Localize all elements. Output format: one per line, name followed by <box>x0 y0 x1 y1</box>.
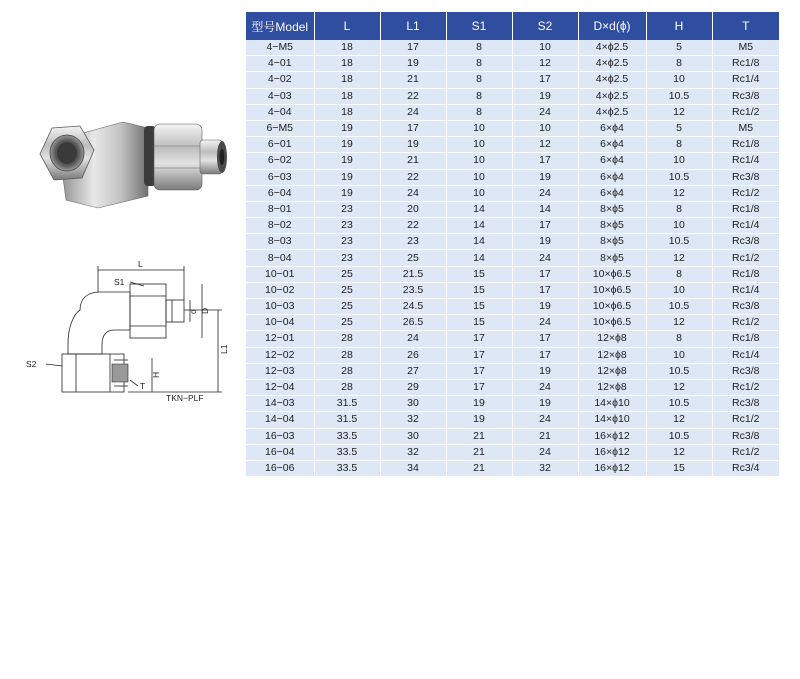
table-cell: 10 <box>446 153 512 169</box>
table-cell: Rc3/8 <box>712 428 779 444</box>
table-cell: 4−M5 <box>246 40 314 56</box>
table-cell: 23.5 <box>380 282 446 298</box>
table-row <box>246 266 779 282</box>
table-cell: Rc3/8 <box>712 88 779 104</box>
table-cell: 19 <box>314 137 380 153</box>
table-cell: 24.5 <box>380 299 446 315</box>
table-row <box>246 234 779 250</box>
table-cell: 8 <box>446 88 512 104</box>
table-cell: Rc1/2 <box>712 250 779 266</box>
table-cell: 8 <box>446 40 512 56</box>
table-cell: 25 <box>314 266 380 282</box>
table-cell: 10×ϕ6.5 <box>578 299 646 315</box>
table-row <box>246 460 779 476</box>
table-cell: Rc1/4 <box>712 72 779 88</box>
table-cell: 15 <box>446 299 512 315</box>
table-cell: 12−01 <box>246 331 314 347</box>
spec-table <box>246 12 779 477</box>
table-cell: 24 <box>380 104 446 120</box>
table-cell: 6−M5 <box>246 120 314 136</box>
table-cell: 16−06 <box>246 460 314 476</box>
table-cell: Rc3/8 <box>712 299 779 315</box>
table-cell: 12 <box>646 379 712 395</box>
dim-L-label: L <box>138 259 143 269</box>
column-header: H <box>646 12 712 40</box>
table-cell: 12−03 <box>246 363 314 379</box>
table-cell: 16×ϕ12 <box>578 428 646 444</box>
table-cell: 10.5 <box>646 88 712 104</box>
table-cell: 6×ϕ4 <box>578 153 646 169</box>
table-cell: 22 <box>380 218 446 234</box>
table-cell: Rc1/2 <box>712 315 779 331</box>
table-cell: 10.5 <box>646 428 712 444</box>
table-row <box>246 169 779 185</box>
table-cell: 17 <box>446 379 512 395</box>
table-cell: 19 <box>512 234 578 250</box>
table-cell: 12×ϕ8 <box>578 347 646 363</box>
table-cell: 15 <box>446 282 512 298</box>
table-cell: Rc1/2 <box>712 185 779 201</box>
table-cell: 12 <box>646 185 712 201</box>
table-cell: 6×ϕ4 <box>578 137 646 153</box>
table-cell: Rc1/8 <box>712 56 779 72</box>
table-cell: 21 <box>512 428 578 444</box>
table-cell: 4×ϕ2.5 <box>578 88 646 104</box>
table-cell: 17 <box>446 347 512 363</box>
table-cell: 12−02 <box>246 347 314 363</box>
dim-D-label: D <box>200 307 210 314</box>
table-cell: 19 <box>512 169 578 185</box>
table-cell: 4−04 <box>246 104 314 120</box>
table-cell: 16−03 <box>246 428 314 444</box>
table-cell: 26 <box>380 347 446 363</box>
table-cell: 19 <box>512 363 578 379</box>
table-cell: Rc1/2 <box>712 379 779 395</box>
table-cell: 28 <box>314 363 380 379</box>
table-cell: 8 <box>446 72 512 88</box>
table-cell: 12×ϕ8 <box>578 331 646 347</box>
table-cell: 8 <box>646 266 712 282</box>
table-row <box>246 315 779 331</box>
table-cell: 6−01 <box>246 137 314 153</box>
table-cell: 10−01 <box>246 266 314 282</box>
table-row <box>246 347 779 363</box>
table-cell: 25 <box>314 315 380 331</box>
table-row <box>246 56 779 72</box>
table-cell: 21 <box>380 153 446 169</box>
table-row <box>246 331 779 347</box>
table-cell: 21 <box>446 460 512 476</box>
table-cell: 10 <box>446 185 512 201</box>
table-cell: Rc1/4 <box>712 153 779 169</box>
table-row <box>246 40 779 56</box>
table-cell: 4×ϕ2.5 <box>578 56 646 72</box>
table-cell: Rc1/4 <box>712 218 779 234</box>
table-cell: 12 <box>646 444 712 460</box>
column-header: 型号Model <box>246 12 314 40</box>
table-cell: 8×ϕ5 <box>578 218 646 234</box>
table-cell: 14×ϕ10 <box>578 396 646 412</box>
product-photo <box>28 110 250 230</box>
table-cell: 33.5 <box>314 460 380 476</box>
table-cell: Rc1/2 <box>712 104 779 120</box>
table-cell: 12 <box>512 56 578 72</box>
table-row <box>246 137 779 153</box>
table-cell: 21.5 <box>380 266 446 282</box>
table-cell: 10 <box>446 169 512 185</box>
table-cell: 24 <box>512 444 578 460</box>
table-cell: 10×ϕ6.5 <box>578 282 646 298</box>
table-cell: M5 <box>712 120 779 136</box>
table-cell: 10−04 <box>246 315 314 331</box>
table-cell: 4×ϕ2.5 <box>578 40 646 56</box>
table-cell: 8 <box>646 331 712 347</box>
table-cell: Rc3/8 <box>712 234 779 250</box>
table-cell: 8 <box>646 56 712 72</box>
table-cell: 12×ϕ8 <box>578 363 646 379</box>
table-cell: 12 <box>646 315 712 331</box>
table-cell: 10×ϕ6.5 <box>578 266 646 282</box>
table-row <box>246 153 779 169</box>
column-header: D×d(ϕ) <box>578 12 646 40</box>
table-row <box>246 282 779 298</box>
table-cell: 31.5 <box>314 396 380 412</box>
table-cell: 19 <box>446 396 512 412</box>
table-cell: 32 <box>380 444 446 460</box>
table-row <box>246 88 779 104</box>
table-cell: 24 <box>512 185 578 201</box>
table-cell: 8 <box>446 56 512 72</box>
table-cell: 14 <box>446 234 512 250</box>
table-cell: 10 <box>646 218 712 234</box>
table-cell: 30 <box>380 428 446 444</box>
table-cell: Rc3/8 <box>712 363 779 379</box>
table-cell: 24 <box>512 412 578 428</box>
table-cell: 6×ϕ4 <box>578 120 646 136</box>
table-cell: 12 <box>646 104 712 120</box>
table-cell: 19 <box>512 88 578 104</box>
table-cell: 17 <box>512 282 578 298</box>
table-cell: 17 <box>512 347 578 363</box>
table-cell: Rc1/8 <box>712 201 779 217</box>
table-cell: 22 <box>380 88 446 104</box>
table-cell: 17 <box>512 331 578 347</box>
table-header-row <box>246 12 779 40</box>
table-cell: 4×ϕ2.5 <box>578 72 646 88</box>
table-cell: 5 <box>646 120 712 136</box>
column-header: S1 <box>446 12 512 40</box>
column-header: T <box>712 12 779 40</box>
table-cell: 21 <box>446 444 512 460</box>
table-cell: Rc1/4 <box>712 347 779 363</box>
table-cell: 19 <box>314 153 380 169</box>
table-cell: 21 <box>380 72 446 88</box>
table-cell: 17 <box>512 218 578 234</box>
dim-d-label: d <box>188 309 198 314</box>
table-cell: 23 <box>314 250 380 266</box>
table-cell: 8 <box>446 104 512 120</box>
table-cell: 17 <box>446 363 512 379</box>
table-cell: 10 <box>646 72 712 88</box>
table-cell: 24 <box>512 104 578 120</box>
table-cell: Rc3/8 <box>712 169 779 185</box>
table-cell: 8 <box>646 137 712 153</box>
table-cell: Rc1/2 <box>712 444 779 460</box>
table-cell: Rc1/8 <box>712 331 779 347</box>
table-cell: 31.5 <box>314 412 380 428</box>
table-cell: 23 <box>314 234 380 250</box>
table-row <box>246 428 779 444</box>
table-row <box>246 444 779 460</box>
table-cell: 14×ϕ10 <box>578 412 646 428</box>
table-cell: 8−02 <box>246 218 314 234</box>
table-row <box>246 120 779 136</box>
table-cell: 12×ϕ8 <box>578 379 646 395</box>
table-cell: 18 <box>314 88 380 104</box>
table-cell: 12 <box>646 250 712 266</box>
table-cell: Rc1/8 <box>712 137 779 153</box>
table-cell: 19 <box>380 56 446 72</box>
table-cell: 14 <box>446 201 512 217</box>
table-cell: 4−01 <box>246 56 314 72</box>
table-row <box>246 72 779 88</box>
dim-S2-label: S2 <box>26 359 37 369</box>
table-cell: 19 <box>314 169 380 185</box>
table-row <box>246 250 779 266</box>
table-cell: 19 <box>314 185 380 201</box>
table-cell: 10 <box>646 153 712 169</box>
table-cell: 8×ϕ5 <box>578 250 646 266</box>
table-row <box>246 379 779 395</box>
table-row <box>246 185 779 201</box>
table-cell: 10.5 <box>646 363 712 379</box>
table-cell: 25 <box>314 299 380 315</box>
table-cell: Rc1/4 <box>712 282 779 298</box>
table-cell: 24 <box>512 315 578 331</box>
table-body <box>246 40 779 477</box>
table-row <box>246 412 779 428</box>
table-cell: 32 <box>380 412 446 428</box>
table-cell: M5 <box>712 40 779 56</box>
table-cell: 26.5 <box>380 315 446 331</box>
table-cell: 16×ϕ12 <box>578 444 646 460</box>
table-cell: 4−02 <box>246 72 314 88</box>
column-header: L <box>314 12 380 40</box>
column-header: L1 <box>380 12 446 40</box>
column-header: S2 <box>512 12 578 40</box>
table-row <box>246 104 779 120</box>
table-cell: 17 <box>380 40 446 56</box>
table-cell: 18 <box>314 72 380 88</box>
table-cell: 10−03 <box>246 299 314 315</box>
table-row <box>246 396 779 412</box>
table-cell: 10 <box>646 347 712 363</box>
table-cell: 19 <box>314 120 380 136</box>
table-cell: 24 <box>380 331 446 347</box>
table-cell: 17 <box>380 120 446 136</box>
table-cell: 10−02 <box>246 282 314 298</box>
table-cell: 18 <box>314 56 380 72</box>
table-cell: 25 <box>314 282 380 298</box>
table-cell: 8×ϕ5 <box>578 234 646 250</box>
table-cell: 8−03 <box>246 234 314 250</box>
table-cell: 10 <box>512 120 578 136</box>
table-cell: 10×ϕ6.5 <box>578 315 646 331</box>
table-cell: Rc1/8 <box>712 266 779 282</box>
table-cell: 33.5 <box>314 428 380 444</box>
table-row <box>246 363 779 379</box>
table-cell: 23 <box>314 201 380 217</box>
table-cell: 24 <box>512 250 578 266</box>
table-cell: 15 <box>446 266 512 282</box>
table-cell: Rc3/4 <box>712 460 779 476</box>
table-cell: Rc3/8 <box>712 396 779 412</box>
table-row <box>246 299 779 315</box>
table-cell: 17 <box>512 153 578 169</box>
table-cell: 10 <box>512 40 578 56</box>
table-cell: 10.5 <box>646 234 712 250</box>
table-cell: 16×ϕ12 <box>578 460 646 476</box>
table-cell: 10.5 <box>646 299 712 315</box>
table-cell: 5 <box>646 40 712 56</box>
table-cell: 34 <box>380 460 446 476</box>
table-cell: 6−03 <box>246 169 314 185</box>
table-cell: 10.5 <box>646 169 712 185</box>
dim-T-label: T <box>140 381 146 391</box>
table-cell: 28 <box>314 379 380 395</box>
table-cell: 23 <box>314 218 380 234</box>
table-cell: 8×ϕ5 <box>578 201 646 217</box>
table-cell: 8−01 <box>246 201 314 217</box>
table-cell: 16−04 <box>246 444 314 460</box>
table-cell: 15 <box>446 315 512 331</box>
table-cell: Rc1/2 <box>712 412 779 428</box>
table-cell: 14 <box>512 201 578 217</box>
table-cell: 10.5 <box>646 396 712 412</box>
table-cell: 20 <box>380 201 446 217</box>
dim-H-label: H <box>151 371 161 378</box>
table-cell: 33.5 <box>314 444 380 460</box>
table-cell: 10 <box>646 282 712 298</box>
table-cell: 17 <box>512 266 578 282</box>
table-cell: 6−04 <box>246 185 314 201</box>
table-cell: 23 <box>380 234 446 250</box>
model-label: TKN−PLF <box>166 393 204 403</box>
table-cell: 29 <box>380 379 446 395</box>
table-cell: 32 <box>512 460 578 476</box>
dimension-drawing <box>18 258 248 408</box>
table-cell: 28 <box>314 331 380 347</box>
dim-S1-label: S1 <box>114 277 125 287</box>
table-cell: 15 <box>646 460 712 476</box>
table-row <box>246 218 779 234</box>
table-cell: 19 <box>446 412 512 428</box>
table-cell: 6×ϕ4 <box>578 169 646 185</box>
table-cell: 12 <box>646 412 712 428</box>
table-cell: 14 <box>446 250 512 266</box>
table-cell: 6−02 <box>246 153 314 169</box>
table-cell: 25 <box>380 250 446 266</box>
table-cell: 17 <box>446 331 512 347</box>
table-cell: 18 <box>314 104 380 120</box>
table-cell: 12−04 <box>246 379 314 395</box>
table-cell: 4−03 <box>246 88 314 104</box>
table-cell: 14 <box>446 218 512 234</box>
table-cell: 10 <box>446 137 512 153</box>
table-cell: 10 <box>446 120 512 136</box>
table-cell: 12 <box>512 137 578 153</box>
dim-L1-label: L1 <box>219 344 229 354</box>
table-cell: 6×ϕ4 <box>578 185 646 201</box>
table-cell: 14−03 <box>246 396 314 412</box>
table-cell: 24 <box>380 185 446 201</box>
table-cell: 8 <box>646 201 712 217</box>
table-cell: 4×ϕ2.5 <box>578 104 646 120</box>
table-cell: 22 <box>380 169 446 185</box>
table-cell: 24 <box>512 379 578 395</box>
table-cell: 19 <box>380 137 446 153</box>
table-cell: 19 <box>512 396 578 412</box>
table-cell: 17 <box>512 72 578 88</box>
table-cell: 27 <box>380 363 446 379</box>
table-cell: 30 <box>380 396 446 412</box>
table-cell: 8−04 <box>246 250 314 266</box>
table-cell: 18 <box>314 40 380 56</box>
table-cell: 19 <box>512 299 578 315</box>
table-cell: 14−04 <box>246 412 314 428</box>
table-row <box>246 201 779 217</box>
table-cell: 28 <box>314 347 380 363</box>
table-cell: 21 <box>446 428 512 444</box>
